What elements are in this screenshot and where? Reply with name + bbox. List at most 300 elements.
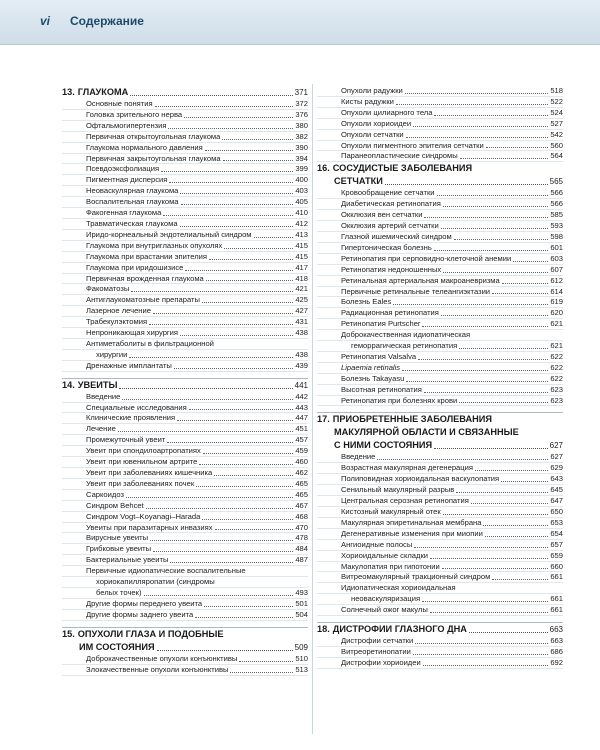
toc-entry[interactable] xyxy=(62,544,308,555)
toc-entry[interactable] xyxy=(317,265,563,276)
leader-dots xyxy=(413,126,548,127)
toc-entry[interactable] xyxy=(317,452,563,463)
toc-entry[interactable] xyxy=(317,551,563,562)
entry-title: Хориоидальные складки xyxy=(341,550,429,560)
leader-dots xyxy=(202,519,293,520)
page-ref: 623 xyxy=(550,395,563,405)
page-ref: 645 xyxy=(550,485,563,495)
toc-entry[interactable] xyxy=(62,435,308,446)
toc-entry[interactable] xyxy=(62,328,308,339)
toc-entry[interactable] xyxy=(317,518,563,529)
entry-title: Специальные исследования xyxy=(86,402,187,412)
leader-dots xyxy=(430,612,549,613)
toc-entry[interactable] xyxy=(317,474,563,485)
leader-dots xyxy=(131,291,293,292)
page-ref: 593 xyxy=(550,221,563,231)
entry-title: Первичная врожденная глаукома xyxy=(86,273,204,283)
page-ref: 417 xyxy=(295,262,308,272)
toc-entry[interactable] xyxy=(62,230,308,241)
leader-dots xyxy=(469,632,548,633)
entry-title: Первичные ретинальные телеангиэктазии xyxy=(341,286,491,296)
chapter-number: 17. xyxy=(317,414,330,425)
page-ref: 565 xyxy=(549,177,563,187)
leader-dots xyxy=(483,525,548,526)
toc-entry[interactable] xyxy=(317,319,563,330)
page-ref: 484 xyxy=(295,544,308,554)
page-ref: 542 xyxy=(550,129,563,139)
page-ref: 376 xyxy=(295,109,308,119)
toc-entry[interactable] xyxy=(62,317,308,328)
leader-dots xyxy=(146,508,294,509)
toc-chapter-heading[interactable] xyxy=(62,641,308,654)
toc-right-column xyxy=(317,86,563,669)
leader-dots xyxy=(396,104,548,105)
toc-entry[interactable] xyxy=(317,540,563,551)
leader-dots xyxy=(181,204,294,205)
leader-dots xyxy=(180,193,293,194)
page-ref: 372 xyxy=(295,99,308,108)
page-ref: 622 xyxy=(550,351,563,361)
toc-chapter-heading[interactable] xyxy=(62,627,308,641)
toc-entry[interactable] xyxy=(62,457,308,468)
toc-entry[interactable] xyxy=(317,232,563,243)
entry-title: Синдром Vogt–Koyanagi–Harada xyxy=(86,511,201,521)
toc-entry[interactable] xyxy=(317,188,563,199)
entry-title: Кровообращение сетчатки xyxy=(341,188,435,198)
toc-entry[interactable] xyxy=(317,297,563,308)
page-title: Содержание xyxy=(70,14,144,28)
toc-entry[interactable] xyxy=(62,403,308,414)
page-ref: 457 xyxy=(295,435,308,445)
toc-entry[interactable] xyxy=(317,308,563,319)
toc-chapter-heading[interactable] xyxy=(317,162,563,175)
toc-entry[interactable] xyxy=(62,121,308,132)
toc-entry[interactable] xyxy=(317,374,563,385)
page-ref: 510 xyxy=(295,653,308,663)
leader-dots xyxy=(118,431,294,432)
leader-dots xyxy=(157,650,293,651)
toc-entry[interactable] xyxy=(62,219,308,230)
toc-entry[interactable] xyxy=(62,413,308,424)
toc-entry[interactable] xyxy=(317,254,563,265)
page-ref: 501 xyxy=(295,598,308,608)
page-ref: 620 xyxy=(550,308,563,318)
leader-dots xyxy=(486,147,549,148)
toc-entry[interactable] xyxy=(62,164,308,175)
leader-dots xyxy=(459,348,548,349)
page-ref: 438 xyxy=(295,349,308,359)
page-ref: 462 xyxy=(295,468,308,477)
page-ref: 451 xyxy=(295,424,308,434)
leader-dots xyxy=(189,409,294,410)
leader-dots xyxy=(167,442,293,443)
page-ref: 603 xyxy=(550,253,563,263)
toc-entry[interactable] xyxy=(62,241,308,252)
toc-entry[interactable] xyxy=(317,385,563,396)
toc-entry[interactable] xyxy=(62,274,308,285)
toc-entry[interactable] xyxy=(317,199,563,210)
entry-title: Синдром Behcet xyxy=(86,500,144,510)
toc-chapter-heading[interactable] xyxy=(317,622,563,636)
entry-title: Опухоли сетчатки xyxy=(341,129,404,139)
leader-dots xyxy=(377,459,548,460)
entry-title: Доброкачественная идиопатическая xyxy=(341,330,471,340)
toc-entry[interactable] xyxy=(62,186,308,197)
toc-entry[interactable] xyxy=(317,141,563,152)
toc-entry[interactable] xyxy=(62,361,308,372)
page-ref: 524 xyxy=(550,107,563,117)
toc-entry[interactable] xyxy=(317,276,563,287)
page-ref: 663 xyxy=(550,636,563,646)
entry-title: Саркоидоз xyxy=(86,489,124,499)
toc-entry[interactable] xyxy=(317,594,563,605)
toc-entry[interactable] xyxy=(62,555,308,566)
toc-entry[interactable] xyxy=(62,110,308,121)
page-ref: 400 xyxy=(295,175,308,185)
toc-entry[interactable] xyxy=(317,496,563,507)
entry-title: Болезнь Takayasu xyxy=(341,373,405,383)
page-ref: 663 xyxy=(549,625,563,635)
entry-title: Воспалительная глаукома xyxy=(86,197,179,207)
entry-title: Глаукома нормального давления xyxy=(86,142,203,152)
leader-dots xyxy=(126,497,293,498)
entry-title: Опухоли хориоидеи xyxy=(341,118,412,128)
toc-entry[interactable] xyxy=(62,533,308,544)
leader-dots xyxy=(206,280,294,281)
entry-title: Дистрофии сетчатки xyxy=(341,636,414,646)
leader-dots xyxy=(209,259,293,260)
leader-dots xyxy=(199,464,293,465)
toc-entry[interactable] xyxy=(62,479,308,490)
entry-title: Возрастная макулярная дегенерация xyxy=(341,463,473,473)
toc-chapter-heading[interactable] xyxy=(317,426,563,439)
page-ref: 659 xyxy=(550,550,563,560)
toc-entry[interactable] xyxy=(317,396,563,407)
leader-dots xyxy=(460,158,549,159)
toc-chapter-heading[interactable] xyxy=(317,439,563,452)
page-ref: 607 xyxy=(550,264,563,274)
entry-title: Введение xyxy=(86,391,121,401)
leader-dots xyxy=(144,595,294,596)
leader-dots xyxy=(502,283,549,284)
entry-title: Лечение xyxy=(86,424,116,434)
page-ref: 622 xyxy=(550,362,563,372)
page-ref: 487 xyxy=(295,555,308,565)
chapter-title: ИМ СОСТОЯНИЯ xyxy=(79,641,155,652)
leader-dots xyxy=(184,117,293,118)
entry-title: Опухоли пигментного эпителия сетчатки xyxy=(341,140,484,150)
leader-dots xyxy=(195,617,293,618)
entry-title: Первичная открытоугольная глаукома xyxy=(86,131,221,141)
leader-dots xyxy=(122,399,293,400)
entry-title: Увеит при спондилоартропатиях xyxy=(86,446,201,456)
toc-entry[interactable] xyxy=(62,306,308,317)
page-ref: 660 xyxy=(550,561,563,571)
toc-entry[interactable] xyxy=(317,583,563,594)
page-ref: 627 xyxy=(550,452,563,462)
toc-entry[interactable] xyxy=(317,352,563,363)
toc-entry[interactable] xyxy=(62,339,308,350)
toc-entry[interactable] xyxy=(317,287,563,298)
toc-entry[interactable] xyxy=(62,154,308,165)
page-ref: 394 xyxy=(295,153,308,163)
toc-entry[interactable] xyxy=(62,468,308,479)
page-ref: 504 xyxy=(295,609,308,619)
toc-entry[interactable] xyxy=(317,507,563,518)
page-ref: 621 xyxy=(550,341,563,351)
leader-dots xyxy=(153,313,293,314)
toc-entry[interactable] xyxy=(62,208,308,219)
page-ref: 447 xyxy=(295,413,308,423)
entry-title: белых точек) xyxy=(96,587,142,597)
leader-dots xyxy=(434,250,549,251)
entry-title: Ретинопатия недоношенных xyxy=(341,264,442,274)
entry-title: Макулярная эпиретинальная мембрана xyxy=(341,517,482,527)
entry-title: хориокапилляропатии (синдромы xyxy=(96,577,215,587)
toc-entry[interactable] xyxy=(317,529,563,540)
leader-dots xyxy=(430,558,548,559)
entry-title: Диабетическая ретинопатия xyxy=(341,199,441,209)
chapter-title: СОСУДИСТЫЕ ЗАБОЛЕВАНИЯ xyxy=(332,163,473,174)
leader-dots xyxy=(180,335,293,336)
toc-entry[interactable] xyxy=(317,363,563,374)
leader-dots xyxy=(155,106,294,107)
entry-title: Гипертоническая болезнь xyxy=(341,242,432,252)
toc-entry[interactable] xyxy=(62,665,308,676)
page-ref: 629 xyxy=(550,463,563,473)
toc-entry[interactable] xyxy=(317,119,563,130)
leader-dots xyxy=(406,137,549,138)
leader-dots xyxy=(492,579,548,580)
leader-dots xyxy=(443,206,549,207)
leader-dots xyxy=(230,672,293,673)
leader-dots xyxy=(177,420,293,421)
toc-entry[interactable] xyxy=(62,512,308,523)
page-ref: 566 xyxy=(550,188,563,198)
entry-title: Другие формы заднего увеита xyxy=(86,609,194,619)
page-ref: 527 xyxy=(550,118,563,128)
toc-entry[interactable] xyxy=(62,263,308,274)
toc-entry[interactable] xyxy=(62,490,308,501)
toc-entry[interactable] xyxy=(62,252,308,263)
toc-entry[interactable] xyxy=(317,562,563,573)
chapter-title: ДИСТРОФИИ ГЛАЗНОГО ДНА xyxy=(332,624,467,635)
entry-title: Травматическая глаукома xyxy=(86,218,178,228)
entry-title: хирургии xyxy=(96,349,128,359)
toc-entry[interactable] xyxy=(62,523,308,534)
entry-title: Витреомакулярный тракционный синдром xyxy=(341,572,491,582)
page-ref: 467 xyxy=(295,500,308,510)
chapter-title: МАКУЛЯРНОЙ ОБЛАСТИ И СВЯЗАННЫЕ xyxy=(334,427,519,438)
page-ref: 622 xyxy=(550,373,563,383)
entry-title: Полиповидная хориоидальная васкулопатия xyxy=(341,474,500,484)
toc-entry[interactable] xyxy=(62,566,308,577)
page-ref: 612 xyxy=(550,275,563,285)
toc-entry[interactable] xyxy=(62,99,308,110)
chapter-title: ПРИОБРЕТЕННЫЕ ЗАБОЛЕВАНИЯ xyxy=(332,414,492,425)
entry-title: Трабекулэктомия xyxy=(86,317,148,327)
toc-entry[interactable] xyxy=(62,654,308,665)
page-ref: 468 xyxy=(295,511,308,521)
toc-entry[interactable] xyxy=(317,658,563,669)
toc-entry[interactable] xyxy=(62,577,308,588)
leader-dots xyxy=(202,302,293,303)
leader-dots xyxy=(424,217,548,218)
leader-dots xyxy=(437,195,549,196)
toc-entry[interactable] xyxy=(317,463,563,474)
page-ref: 598 xyxy=(550,231,563,241)
entry-title: Антиглаукоматозные препараты xyxy=(86,295,200,305)
page-ref: 478 xyxy=(295,533,308,543)
leader-dots xyxy=(415,643,548,644)
page-ref: 692 xyxy=(550,657,563,667)
toc-entry[interactable] xyxy=(317,572,563,583)
leader-dots xyxy=(442,568,549,569)
page-ref: 425 xyxy=(295,295,308,305)
leader-dots xyxy=(169,182,293,183)
leader-dots xyxy=(168,128,293,129)
entry-title: Антиметаболиты в фильтрационной xyxy=(86,338,214,348)
entry-title: Бактериальные увеиты xyxy=(86,555,169,565)
leader-dots xyxy=(513,261,548,262)
page-ref: 653 xyxy=(550,517,563,527)
page-ref: 439 xyxy=(295,360,308,370)
leader-dots xyxy=(501,481,548,482)
toc-entry[interactable] xyxy=(317,151,563,162)
toc-entry[interactable] xyxy=(317,210,563,221)
page-ref: 380 xyxy=(295,120,308,130)
toc-entry[interactable] xyxy=(317,108,563,119)
page-ref: 412 xyxy=(295,218,308,228)
leader-dots xyxy=(385,184,548,185)
toc-entry[interactable] xyxy=(62,588,308,599)
leader-dots xyxy=(222,139,293,140)
entry-title: Факогенная глаукома xyxy=(86,208,162,218)
entry-title: Лазерное лечение xyxy=(86,306,151,316)
entry-title: Глаукома при врастании эпителия xyxy=(86,251,207,261)
toc-entry[interactable] xyxy=(62,197,308,208)
page-ref: 518 xyxy=(550,86,563,95)
page-ref: 654 xyxy=(550,528,563,538)
page-ref: 465 xyxy=(295,478,308,488)
chapter-title: ОПУХОЛИ ГЛАЗА И ПОДОБНЫЕ xyxy=(77,628,224,639)
leader-dots xyxy=(406,381,548,382)
toc-entry[interactable] xyxy=(317,330,563,341)
entry-title: Увеит при заболеваниях кишечника xyxy=(86,468,213,477)
leader-dots xyxy=(130,95,292,96)
leader-dots xyxy=(163,215,293,216)
leader-dots xyxy=(413,654,548,655)
page-ref: 470 xyxy=(295,522,308,532)
entry-title: Псевдоэксфолиация xyxy=(86,164,160,174)
entry-title: Опухоли цилиарного тела xyxy=(341,107,433,117)
entry-title: Ретинопатия при серповидно-клеточной анемии xyxy=(341,253,512,263)
leader-dots xyxy=(185,270,293,271)
toc-entry[interactable] xyxy=(62,446,308,457)
leader-dots xyxy=(180,226,294,227)
toc-entry[interactable] xyxy=(317,221,563,232)
column-divider xyxy=(312,84,313,734)
page-ref: 465 xyxy=(295,489,308,499)
toc-entry[interactable] xyxy=(62,143,308,154)
leader-dots xyxy=(414,547,548,548)
leader-dots xyxy=(205,150,294,151)
leader-dots xyxy=(434,448,548,449)
page-ref: 627 xyxy=(549,441,563,451)
leader-dots xyxy=(223,160,294,161)
toc-entry[interactable] xyxy=(317,341,563,352)
toc-entry[interactable] xyxy=(62,284,308,295)
toc-entry[interactable] xyxy=(317,485,563,496)
toc-entry[interactable] xyxy=(317,97,563,108)
toc-entry[interactable] xyxy=(317,86,563,97)
toc-chapter-heading[interactable] xyxy=(317,175,563,188)
page-ref: 601 xyxy=(550,242,563,252)
page-ref: 441 xyxy=(294,380,308,390)
leader-dots xyxy=(454,239,549,240)
toc-entry[interactable] xyxy=(62,350,308,361)
chapter-number: 14. xyxy=(62,379,75,390)
chapter-title: ГЛАУКОМА xyxy=(77,87,129,97)
toc-entry[interactable] xyxy=(317,605,563,616)
leader-dots xyxy=(119,388,292,389)
toc-entry[interactable] xyxy=(317,130,563,141)
leader-dots xyxy=(459,402,548,403)
page-ref: 509 xyxy=(294,642,308,652)
toc-entry[interactable] xyxy=(62,610,308,621)
chapter-number: 16. xyxy=(317,163,330,174)
toc-entry[interactable] xyxy=(62,175,308,186)
leader-dots xyxy=(441,228,549,229)
toc-entry[interactable] xyxy=(62,501,308,512)
page-ref: 623 xyxy=(550,384,563,394)
page-ref: 619 xyxy=(550,297,563,307)
entry-title: Болезнь Eales xyxy=(341,297,392,307)
page-ref: 657 xyxy=(550,539,563,549)
entry-title: Введение xyxy=(341,452,376,462)
chapter-title: УВЕИТЫ xyxy=(77,379,118,390)
toc-chapter-heading[interactable] xyxy=(62,378,308,392)
toc-entry[interactable] xyxy=(317,647,563,658)
page-ref: 390 xyxy=(295,142,308,152)
entry-title: Другие формы переднего увеита xyxy=(86,598,203,608)
page-ref: 438 xyxy=(295,328,308,338)
toc-entry[interactable] xyxy=(317,243,563,254)
toc-chapter-heading[interactable] xyxy=(317,412,563,426)
entry-title: Высотная ретинопатия xyxy=(341,384,422,394)
chapter-title: С НИМИ СОСТОЯНИЯ xyxy=(334,440,433,451)
page-number: vi xyxy=(40,14,51,28)
leader-dots xyxy=(149,324,293,325)
toc-entry[interactable] xyxy=(62,599,308,610)
toc-entry[interactable] xyxy=(62,392,308,403)
toc-entry[interactable] xyxy=(317,636,563,647)
entry-title: Окклюзия артерий сетчатки xyxy=(341,221,439,231)
page-ref: 566 xyxy=(550,199,563,209)
leader-dots xyxy=(405,93,549,94)
entry-title: Макулопатия при гипотонии xyxy=(341,561,440,571)
leader-dots xyxy=(161,171,293,172)
entry-title: Офтальмогипертензия xyxy=(86,120,167,130)
toc-entry[interactable] xyxy=(62,295,308,306)
leader-dots xyxy=(393,304,548,305)
toc-entry[interactable] xyxy=(62,132,308,143)
entry-title: Витреоретинопатии xyxy=(341,646,411,656)
toc-entry[interactable] xyxy=(62,424,308,435)
toc-chapter-heading[interactable] xyxy=(62,86,308,99)
entry-title: Доброкачественные опухоли конъюнктивы xyxy=(86,653,238,663)
page-ref: 418 xyxy=(295,273,308,283)
